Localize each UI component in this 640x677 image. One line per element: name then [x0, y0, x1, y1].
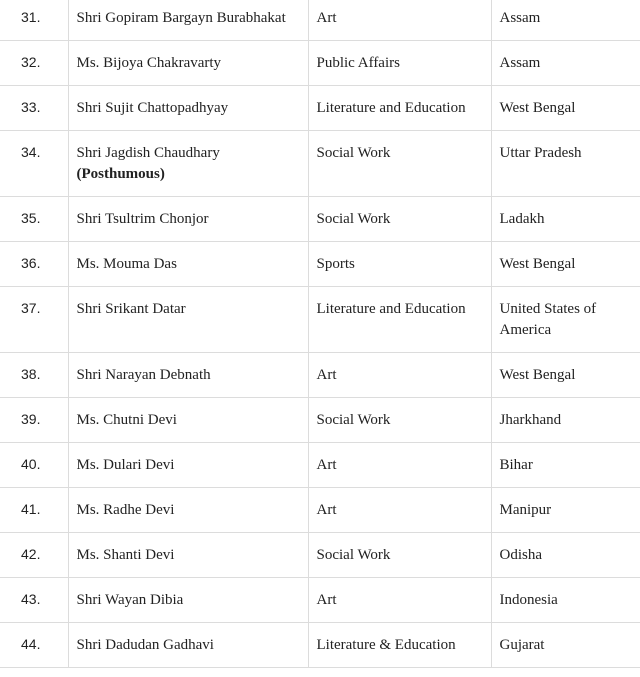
- table-row: [0, 131, 640, 197]
- award-field: Social Work: [308, 131, 491, 197]
- serial-number: 37.: [0, 287, 68, 353]
- awardee-name-text: Shri Narayan Debnath: [76, 367, 211, 383]
- awardee-name: [68, 488, 308, 533]
- awardee-state: Uttar Pradesh: [491, 131, 640, 197]
- awardee-name: [68, 86, 308, 131]
- awardee-state: Jharkhand: [491, 398, 640, 443]
- table-row: [0, 578, 640, 623]
- table-row: [0, 398, 640, 443]
- serial-number: 32.: [0, 41, 68, 86]
- awardee-name-text: Shri Sujit Chattopadhyay: [76, 100, 229, 116]
- table-row: [0, 41, 640, 86]
- awardee-name-text: Shri Srikant Datar: [76, 301, 186, 317]
- awardee-state: Indonesia: [491, 578, 640, 623]
- award-field: Literature and Education: [308, 86, 491, 131]
- awardee-state: Odisha: [491, 533, 640, 578]
- table-row: [0, 353, 640, 398]
- awardee-state: Assam: [491, 41, 640, 86]
- table-row: [0, 287, 640, 353]
- awardee-name: [68, 197, 308, 242]
- awardee-name: [68, 578, 308, 623]
- awardee-state: West Bengal: [491, 242, 640, 287]
- award-field: Art: [308, 488, 491, 533]
- table-row: [0, 197, 640, 242]
- awardee-state: Assam: [491, 0, 640, 41]
- awardee-name-text: Shri Tsultrim Chonjor: [76, 211, 209, 227]
- awardee-name-text: Ms. Bijoya Chakravarty: [76, 55, 222, 71]
- serial-number: 42.: [0, 533, 68, 578]
- table-row: [0, 443, 640, 488]
- table-row: [0, 533, 640, 578]
- table-row: [0, 242, 640, 287]
- awardee-state: Manipur: [491, 488, 640, 533]
- awardee-name-text: Ms. Radhe Devi: [76, 502, 175, 518]
- awardee-state: West Bengal: [491, 86, 640, 131]
- serial-number: 41.: [0, 488, 68, 533]
- award-field: Social Work: [308, 197, 491, 242]
- awardee-state: United States of America: [491, 287, 640, 353]
- awardee-state: Ladakh: [491, 197, 640, 242]
- award-field: Sports: [308, 242, 491, 287]
- table-row: [0, 488, 640, 533]
- awardee-name: [68, 41, 308, 86]
- table-row: [0, 623, 640, 668]
- awardee-name: [68, 242, 308, 287]
- serial-number: 33.: [0, 86, 68, 131]
- serial-number: 34.: [0, 131, 68, 197]
- awardee-name-text: Ms. Chutni Devi: [76, 412, 177, 428]
- awardee-name-text: Shri Gopiram Bargayn Burabhakat: [76, 10, 286, 26]
- awardee-name: [68, 443, 308, 488]
- serial-number: 38.: [0, 353, 68, 398]
- award-field: Social Work: [308, 398, 491, 443]
- award-field: Art: [308, 353, 491, 398]
- awardee-name-text: Ms. Mouma Das: [76, 256, 177, 272]
- serial-number: 40.: [0, 443, 68, 488]
- awardee-name: [68, 0, 308, 41]
- awardee-name: [68, 353, 308, 398]
- awardee-name: [68, 623, 308, 668]
- serial-number: 43.: [0, 578, 68, 623]
- serial-number: 31.: [0, 0, 68, 41]
- awardee-name-text: Shri Wayan Dibia: [76, 592, 184, 608]
- award-field: Public Affairs: [308, 41, 491, 86]
- awardee-state: Bihar: [491, 443, 640, 488]
- serial-number: 39.: [0, 398, 68, 443]
- awardee-state: West Bengal: [491, 353, 640, 398]
- awardee-name-text: Ms. Dulari Devi: [76, 457, 175, 473]
- awardee-name: [68, 131, 308, 197]
- serial-number: 35.: [0, 197, 68, 242]
- serial-number: 36.: [0, 242, 68, 287]
- award-field: Art: [308, 578, 491, 623]
- posthumous-note: (Posthumous): [76, 166, 165, 182]
- awardee-name: [68, 533, 308, 578]
- table-row: [0, 86, 640, 131]
- award-field: Literature & Education: [308, 623, 491, 668]
- award-field: Art: [308, 443, 491, 488]
- table-row: [0, 0, 640, 41]
- awardee-name-text: Shri Dadudan Gadhavi: [76, 637, 214, 653]
- award-field: Social Work: [308, 533, 491, 578]
- awardee-name-text: Shri Jagdish Chaudhary: [76, 145, 220, 161]
- awardee-name: [68, 287, 308, 353]
- award-field: Literature and Education: [308, 287, 491, 353]
- awardee-state: Gujarat: [491, 623, 640, 668]
- serial-number: 44.: [0, 623, 68, 668]
- awardee-name-text: Ms. Shanti Devi: [76, 547, 175, 563]
- award-field: Art: [308, 0, 491, 41]
- awardee-name: [68, 398, 308, 443]
